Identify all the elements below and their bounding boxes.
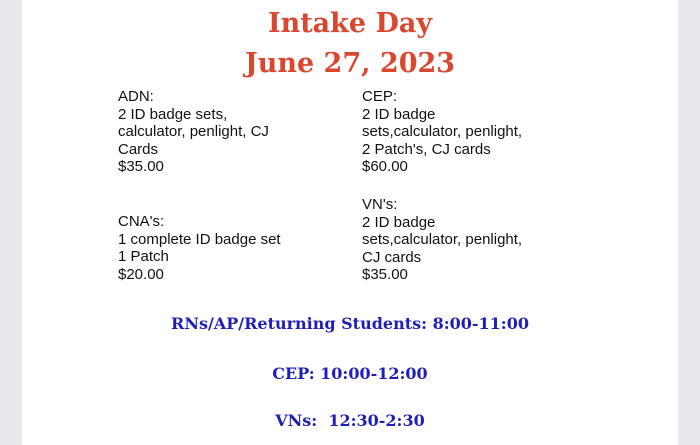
vn-line: sets,calculator, penlight, [362, 231, 523, 248]
cep-section [362, 88, 522, 176]
cep-price: $60.00 [362, 158, 408, 175]
schedule-rns-ap-returning: RNs/AP/Returning Students: 8:00-11:00 [171, 314, 529, 333]
vn-price: $35.00 [362, 266, 408, 283]
event-date: June 27, 2023 [244, 48, 456, 79]
page-title: Intake Day [267, 8, 433, 39]
adn-price: $35.00 [118, 158, 164, 175]
schedule-vns: VNs: 12:30-2:30 [275, 411, 425, 430]
cna-heading: CNA's: [118, 213, 165, 230]
cna-line: 1 complete ID badge set [118, 230, 281, 248]
cna-price: $20.00 [118, 265, 164, 283]
vn-line: 2 ID badge [362, 213, 436, 231]
vn-line: CJ cards [362, 248, 422, 266]
adn-heading: ADN: [118, 88, 154, 105]
vn-heading: VN's: [362, 196, 398, 213]
adn-section [118, 88, 269, 176]
cep-line: sets,calculator, penlight, [362, 123, 523, 140]
adn-line: calculator, penlight, CJ [118, 123, 269, 140]
cna-section [118, 213, 281, 283]
vn-section [362, 196, 522, 284]
document-page [22, 0, 678, 445]
adn-line: 2 ID badge sets, [118, 105, 228, 123]
cna-line: 1 Patch [118, 248, 169, 265]
cep-line: 2 Patch's, CJ cards [362, 140, 491, 158]
cep-heading: CEP: [362, 88, 398, 105]
adn-line: Cards [118, 140, 159, 158]
schedule-cep: CEP: 10:00-12:00 [272, 364, 428, 383]
cep-line: 2 ID badge [362, 105, 436, 123]
